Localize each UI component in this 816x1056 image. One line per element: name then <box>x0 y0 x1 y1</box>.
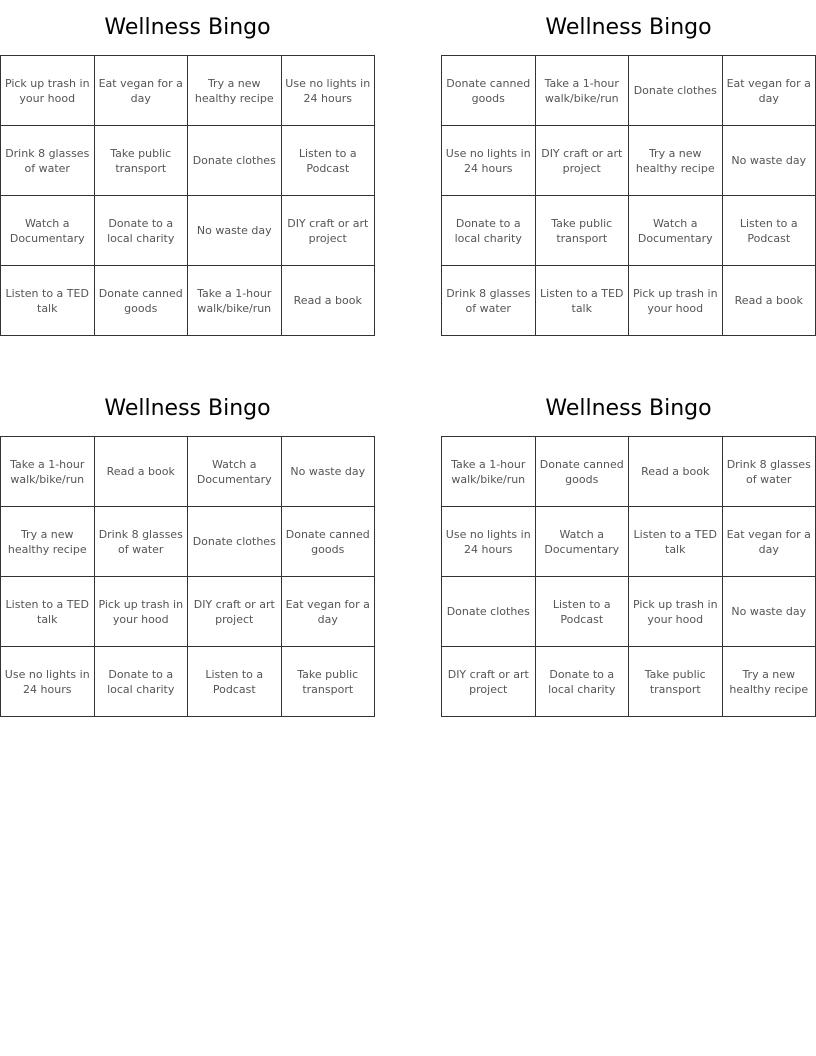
bingo-cell: Listen to a TED talk <box>536 266 630 336</box>
bingo-cell: Take public transport <box>282 647 376 717</box>
bingo-cell: Try a new healthy recipe <box>1 507 95 577</box>
bingo-cell: Eat vegan for a day <box>282 577 376 647</box>
bingo-cell: Listen to a Podcast <box>188 647 282 717</box>
bingo-card-1 <box>0 0 375 336</box>
bingo-cell: Use no lights in 24 hours <box>442 507 536 577</box>
bingo-cell: Donate to a local charity <box>95 196 189 266</box>
bingo-cell: Take public transport <box>629 647 723 717</box>
bingo-cell: Eat vegan for a day <box>723 507 816 577</box>
bingo-cell: Try a new healthy recipe <box>629 126 723 196</box>
bingo-cell: Try a new healthy recipe <box>723 647 816 717</box>
bingo-cell: DIY craft or art project <box>188 577 282 647</box>
bingo-cell: Donate to a local charity <box>95 647 189 717</box>
bingo-cell: Take a 1-hour walk/bike/run <box>442 437 536 507</box>
bingo-cell: Drink 8 glasses of water <box>723 437 816 507</box>
bingo-grid <box>441 55 816 336</box>
bingo-cell: No waste day <box>282 437 376 507</box>
card-title: Wellness Bingo <box>545 396 712 421</box>
bingo-grid <box>441 436 816 717</box>
bingo-cell: Take a 1-hour walk/bike/run <box>1 437 95 507</box>
bingo-cell: Donate canned goods <box>442 56 536 126</box>
bingo-cell: Watch a Documentary <box>536 507 630 577</box>
bingo-cell: Donate clothes <box>629 56 723 126</box>
bingo-cell: Take a 1-hour walk/bike/run <box>536 56 630 126</box>
bingo-cell: Donate to a local charity <box>536 647 630 717</box>
bingo-cell: Read a book <box>95 437 189 507</box>
bingo-cell: Listen to a Podcast <box>536 577 630 647</box>
card-title: Wellness Bingo <box>104 396 271 421</box>
bingo-cell: Eat vegan for a day <box>723 56 816 126</box>
bingo-cell: Pick up trash in your hood <box>1 56 95 126</box>
bingo-cell: DIY craft or art project <box>536 126 630 196</box>
bingo-cell: Donate canned goods <box>95 266 189 336</box>
bingo-grid <box>0 436 375 717</box>
bingo-cell: Donate to a local charity <box>442 196 536 266</box>
bingo-cell: Donate clothes <box>188 126 282 196</box>
bingo-cell: Donate canned goods <box>536 437 630 507</box>
bingo-cell: Donate canned goods <box>282 507 376 577</box>
bingo-cell: Read a book <box>629 437 723 507</box>
bingo-cell: Pick up trash in your hood <box>629 577 723 647</box>
bingo-cell: Use no lights in 24 hours <box>1 647 95 717</box>
bingo-cell: Pick up trash in your hood <box>629 266 723 336</box>
bingo-cell: Read a book <box>282 266 376 336</box>
card-title: Wellness Bingo <box>545 15 712 40</box>
bingo-card-2 <box>441 0 816 336</box>
bingo-cell: Pick up trash in your hood <box>95 577 189 647</box>
bingo-cell: Watch a Documentary <box>1 196 95 266</box>
bingo-cell: Read a book <box>723 266 816 336</box>
bingo-card-3 <box>0 381 375 717</box>
bingo-cell: Listen to a TED talk <box>1 266 95 336</box>
bingo-cell: Listen to a TED talk <box>1 577 95 647</box>
bingo-cell: Donate clothes <box>188 507 282 577</box>
bingo-grid <box>0 55 375 336</box>
bingo-cell: Eat vegan for a day <box>95 56 189 126</box>
bingo-cell: Use no lights in 24 hours <box>442 126 536 196</box>
bingo-cell: No waste day <box>188 196 282 266</box>
bingo-cell: DIY craft or art project <box>442 647 536 717</box>
bingo-cell: Use no lights in 24 hours <box>282 56 376 126</box>
bingo-cell: Listen to a Podcast <box>282 126 376 196</box>
bingo-cell: Take public transport <box>95 126 189 196</box>
bingo-cell: Listen to a TED talk <box>629 507 723 577</box>
bingo-cell: No waste day <box>723 126 816 196</box>
bingo-cell: No waste day <box>723 577 816 647</box>
bingo-cell: Drink 8 glasses of water <box>1 126 95 196</box>
bingo-cell: Take a 1-hour walk/bike/run <box>188 266 282 336</box>
bingo-cell: Take public transport <box>536 196 630 266</box>
bingo-cell: Drink 8 glasses of water <box>95 507 189 577</box>
bingo-cell: DIY craft or art project <box>282 196 376 266</box>
card-title: Wellness Bingo <box>104 15 271 40</box>
bingo-cell: Watch a Documentary <box>188 437 282 507</box>
bingo-cell: Listen to a Podcast <box>723 196 816 266</box>
bingo-cell: Watch a Documentary <box>629 196 723 266</box>
bingo-cell: Drink 8 glasses of water <box>442 266 536 336</box>
bingo-cell: Donate clothes <box>442 577 536 647</box>
bingo-card-4 <box>441 381 816 717</box>
bingo-cell: Try a new healthy recipe <box>188 56 282 126</box>
